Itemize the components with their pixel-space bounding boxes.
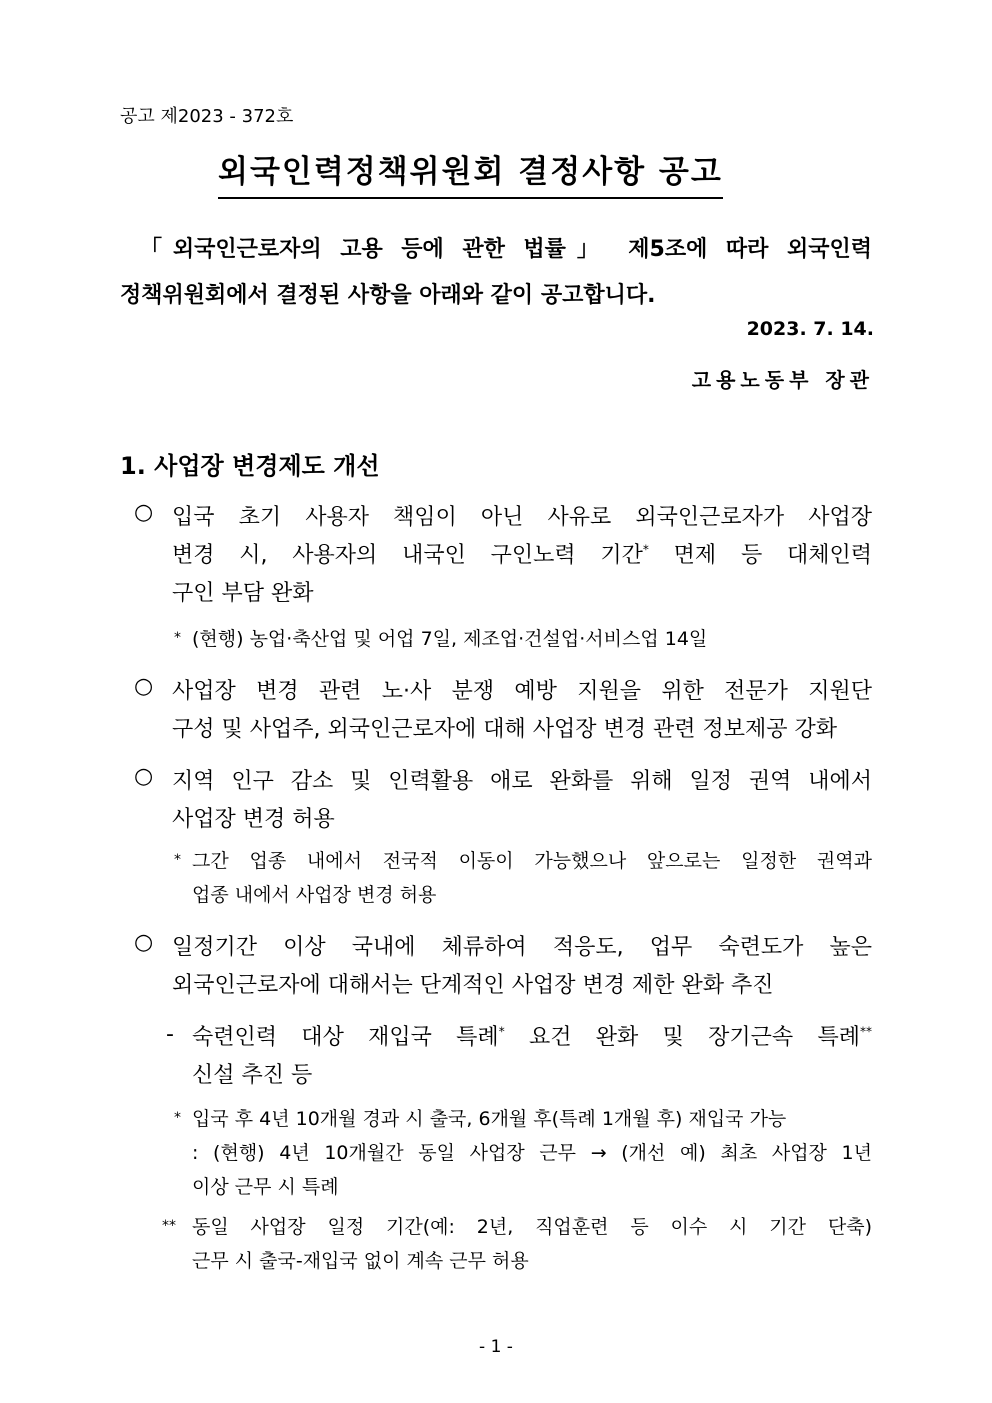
bullet-3-line-2: 사업장 변경 허용 (172, 807, 335, 832)
bullet-4-note-1-line-3: 이상 근무 시 특례 (192, 1176, 339, 1198)
announcement-date: 2023. 7. 14. (746, 318, 874, 340)
document-title: 외국인력정책위원회 결정사항 공고 (218, 146, 723, 199)
bullet-4-note-2-line-1: 동일 사업장 일정 기간(예: 2년, 직업훈련 등 이수 시 기간 단축) (192, 1216, 872, 1238)
bullet-4-note-1-line-1: 입국 후 4년 10개월 경과 시 출국, 6개월 후(특례 1개월 후) 재입국 가능 (192, 1108, 787, 1130)
bullet-4-sub-line-1 (192, 1020, 872, 1051)
bullet-3-note-line-2: 업종 내에서 사업장 변경 허용 (192, 884, 437, 906)
note-marker: * (174, 852, 181, 868)
note-marker: ** (162, 1218, 176, 1234)
bullet-1-line-2 (172, 538, 872, 569)
footnote-marker: * (642, 542, 649, 557)
bullet-1-note: (현행) 농업·축산업 및 어업 7일, 제조업·건설업·서비스업 14일 (192, 628, 708, 650)
note-marker: * (174, 1110, 181, 1126)
footnote-marker: ** (859, 1024, 872, 1039)
bullet-3-line-1: 지역 인구 감소 및 인력활용 애로 완화를 위해 일정 권역 내에서 (172, 769, 872, 794)
note-marker: * (174, 630, 181, 646)
signer: 고용노동부 장관 (691, 368, 874, 392)
intro-line-2: 정책위원회에서 결정된 사항을 아래와 같이 공고합니다. (120, 283, 656, 308)
section-title: 1. 사업장 변경제도 개선 (120, 452, 380, 480)
bullet-4-note-2-line-2: 근무 시 출국-재입국 없이 계속 근무 허용 (192, 1250, 529, 1272)
footnote-marker: * (498, 1024, 505, 1039)
bullet-2-line-2: 구성 및 사업주, 외국인근로자에 대해 사업장 변경 관련 정보제공 강화 (172, 717, 837, 742)
dash-marker: - (166, 1022, 174, 1047)
bullet-icon: ○ (134, 930, 154, 955)
bullet-icon: ○ (134, 764, 154, 789)
bullet-3-note-line-1: 그간 업종 내에서 전국적 이동이 가능했으나 앞으로는 일정한 권역과 (192, 850, 872, 872)
page-number: - 1 - (479, 1337, 513, 1357)
bullet-2-line-1: 사업장 변경 관련 노·사 분쟁 예방 지원을 위한 전문가 지원단 (172, 679, 872, 704)
bullet-icon: ○ (134, 500, 154, 525)
bullet-4-note-1-line-2: : (현행) 4년 10개월간 동일 사업장 근무 → (개선 예) 최초 사업장 1년 (192, 1142, 872, 1164)
bullet-1-line-3: 구인 부담 완화 (172, 581, 314, 606)
bullet-4-sub-line-2: 신설 추진 등 (192, 1063, 313, 1088)
bullet-4-line-2: 외국인근로자에 대해서는 단계적인 사업장 변경 제한 완화 추진 (172, 973, 774, 998)
notice-number: 공고 제2023 - 372호 (120, 106, 294, 127)
bullet-1-line-2b: 면제 등 대체인력 (648, 543, 872, 568)
bullet-1-line-2a: 변경 시, 사용자의 내국인 구인노력 기간 (172, 543, 643, 568)
bullet-4-line-1: 일정기간 이상 국내에 체류하여 적응도, 업무 숙련도가 높은 (172, 935, 872, 960)
bullet-4-sub-line-1b: 요건 완화 및 장기근속 특례 (504, 1025, 860, 1050)
bullet-1-line-1: 입국 초기 사용자 책임이 아닌 사유로 외국인근로자가 사업장 (172, 505, 872, 530)
intro-line-1: 「외국인근로자의 고용 등에 관한 법률」 제5조에 따라 외국인력 (140, 237, 872, 262)
bullet-icon: ○ (134, 674, 154, 699)
bullet-4-sub-line-1a: 숙련인력 대상 재입국 특례 (192, 1025, 499, 1050)
